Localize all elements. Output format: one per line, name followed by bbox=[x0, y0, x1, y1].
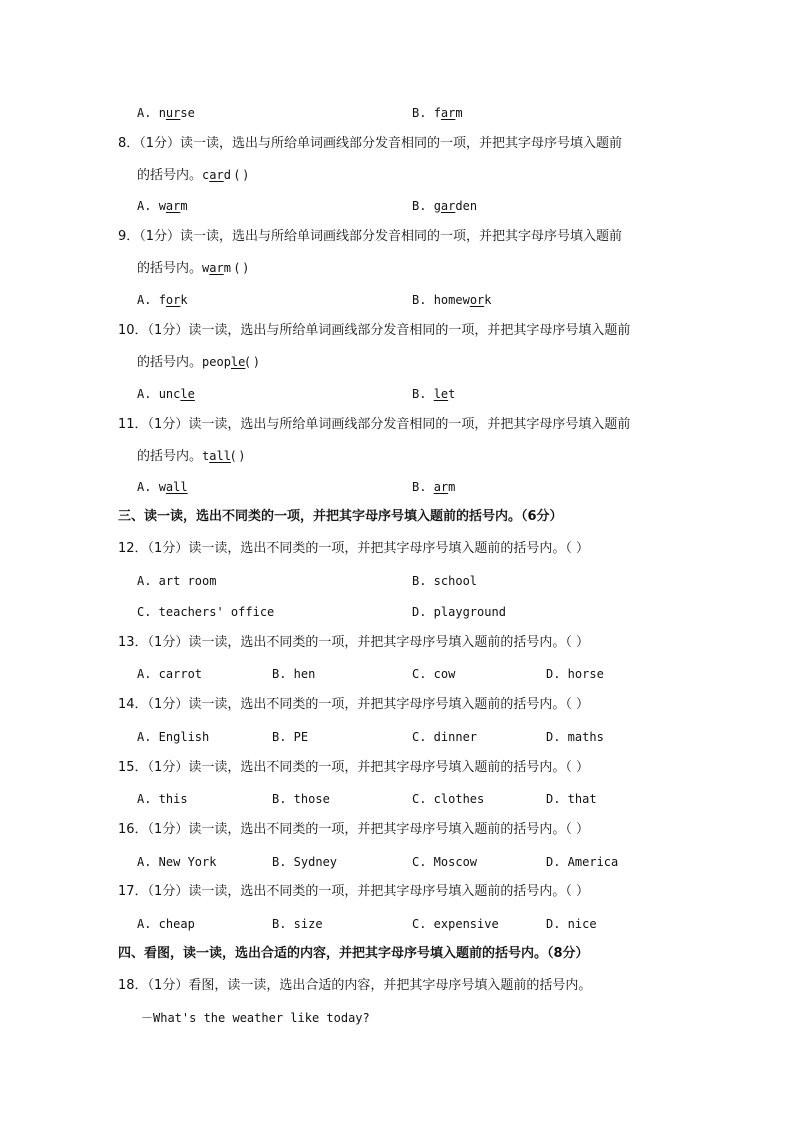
q9-stem: 9．（1分）读一读，选出与所给单词画线部分发音相同的一项，并把其字母序号填入题前 bbox=[118, 229, 623, 244]
q17-option-a: A. cheap bbox=[137, 917, 195, 931]
q15-option-b: B. those bbox=[272, 792, 330, 806]
q13-option-b: B. hen bbox=[272, 667, 316, 681]
q13-option-a: A. carrot bbox=[137, 667, 203, 681]
q14-option-b: B. PE bbox=[272, 730, 309, 744]
q9-stem-cont: 的括号内。warm ( ) bbox=[137, 261, 248, 276]
q16-option-b: B. Sydney bbox=[272, 855, 338, 869]
q11-stem-cont: 的括号内。tall( ) bbox=[137, 449, 245, 464]
q16-option-d: D. America bbox=[546, 855, 619, 869]
q17-option-c: C. expensive bbox=[412, 917, 499, 931]
q14-option-d: D. maths bbox=[546, 730, 604, 744]
section-4-heading: 四、看图，读一读，选出合适的内容，并把其字母序号填入题前的括号内。（8分） bbox=[118, 946, 589, 961]
q9-word: warm bbox=[202, 261, 231, 275]
q12-option-c: C. teachers' office bbox=[137, 605, 275, 619]
q10-stem: 10．（1分）读一读，选出与所给单词画线部分发音相同的一项，并把其字母序号填入题前 bbox=[118, 323, 631, 338]
q16-option-a: A. New York bbox=[137, 855, 217, 869]
q15-option-a: A. this bbox=[137, 792, 188, 806]
q12-option-b: B. school bbox=[412, 574, 478, 588]
q8-word: card bbox=[202, 168, 231, 182]
q13-stem: 13．（1分）读一读，选出不同类的一项，并把其字母序号填入题前的括号内。（ ） bbox=[118, 635, 589, 650]
q12-stem: 12．（1分）读一读，选出不同类的一项，并把其字母序号填入题前的括号内。（ ） bbox=[118, 541, 589, 556]
q10-stem-cont: 的括号内。people( ) bbox=[137, 355, 259, 370]
q10-word: people bbox=[202, 355, 246, 369]
q9-answer-paren: ( ) bbox=[230, 261, 248, 275]
q11-option-b: B. arm bbox=[412, 480, 456, 494]
q18-dialogue: －What's the weather like today? bbox=[141, 1011, 370, 1025]
q13-option-c: C. cow bbox=[412, 667, 456, 681]
q8-stem-cont: 的括号内。card ( ) bbox=[137, 168, 248, 183]
q8-answer-paren: ( ) bbox=[230, 168, 248, 182]
q11-word: tall bbox=[202, 449, 231, 463]
q17-stem: 17．（1分）读一读，选出不同类的一项，并把其字母序号填入题前的括号内。（ ） bbox=[118, 884, 589, 899]
q12-option-a: A. art room bbox=[137, 574, 217, 588]
q17-option-d: D. nice bbox=[546, 917, 597, 931]
q8-option-b: B. garden bbox=[412, 199, 478, 213]
q15-option-c: C. clothes bbox=[412, 792, 485, 806]
q8-option-a: A. warm bbox=[137, 199, 188, 213]
q10-option-b: B. let bbox=[412, 387, 456, 401]
q16-option-c: C. Moscow bbox=[412, 855, 478, 869]
q13-option-d: D. horse bbox=[546, 667, 604, 681]
q12-option-d: D. playground bbox=[412, 605, 506, 619]
q14-option-a: A. English bbox=[137, 730, 210, 744]
q10-option-a: A. uncle bbox=[137, 387, 195, 401]
q17-option-b: B. size bbox=[272, 917, 323, 931]
q8-stem: 8．（1分）读一读，选出与所给单词画线部分发音相同的一项，并把其字母序号填入题前 bbox=[118, 136, 623, 151]
q7-option-b: B. farm bbox=[412, 106, 463, 120]
q14-option-c: C. dinner bbox=[412, 730, 478, 744]
q15-option-d: D. that bbox=[546, 792, 597, 806]
q18-stem: 18．（1分）看图，读一读，选出合适的内容，并把其字母序号填入题前的括号内。 bbox=[118, 978, 592, 993]
section-3-heading: 三、读一读，选出不同类的一项，并把其字母序号填入题前的括号内。（6分） bbox=[118, 509, 563, 524]
q10-answer-paren: ( ) bbox=[245, 355, 259, 369]
q11-option-a: A. wall bbox=[137, 480, 188, 494]
q9-option-a: A. fork bbox=[137, 293, 188, 307]
q7-option-a: A. nurse bbox=[137, 106, 195, 120]
q11-answer-paren: ( ) bbox=[230, 449, 245, 463]
q15-stem: 15．（1分）读一读，选出不同类的一项，并把其字母序号填入题前的括号内。（ ） bbox=[118, 760, 589, 775]
q9-option-b: B. homework bbox=[412, 293, 492, 307]
q16-stem: 16．（1分）读一读，选出不同类的一项，并把其字母序号填入题前的括号内。（ ） bbox=[118, 822, 589, 837]
q14-stem: 14．（1分）读一读，选出不同类的一项，并把其字母序号填入题前的括号内。（ ） bbox=[118, 697, 589, 712]
q11-stem: 11．（1分）读一读，选出与所给单词画线部分发音相同的一项，并把其字母序号填入题前 bbox=[118, 417, 631, 432]
